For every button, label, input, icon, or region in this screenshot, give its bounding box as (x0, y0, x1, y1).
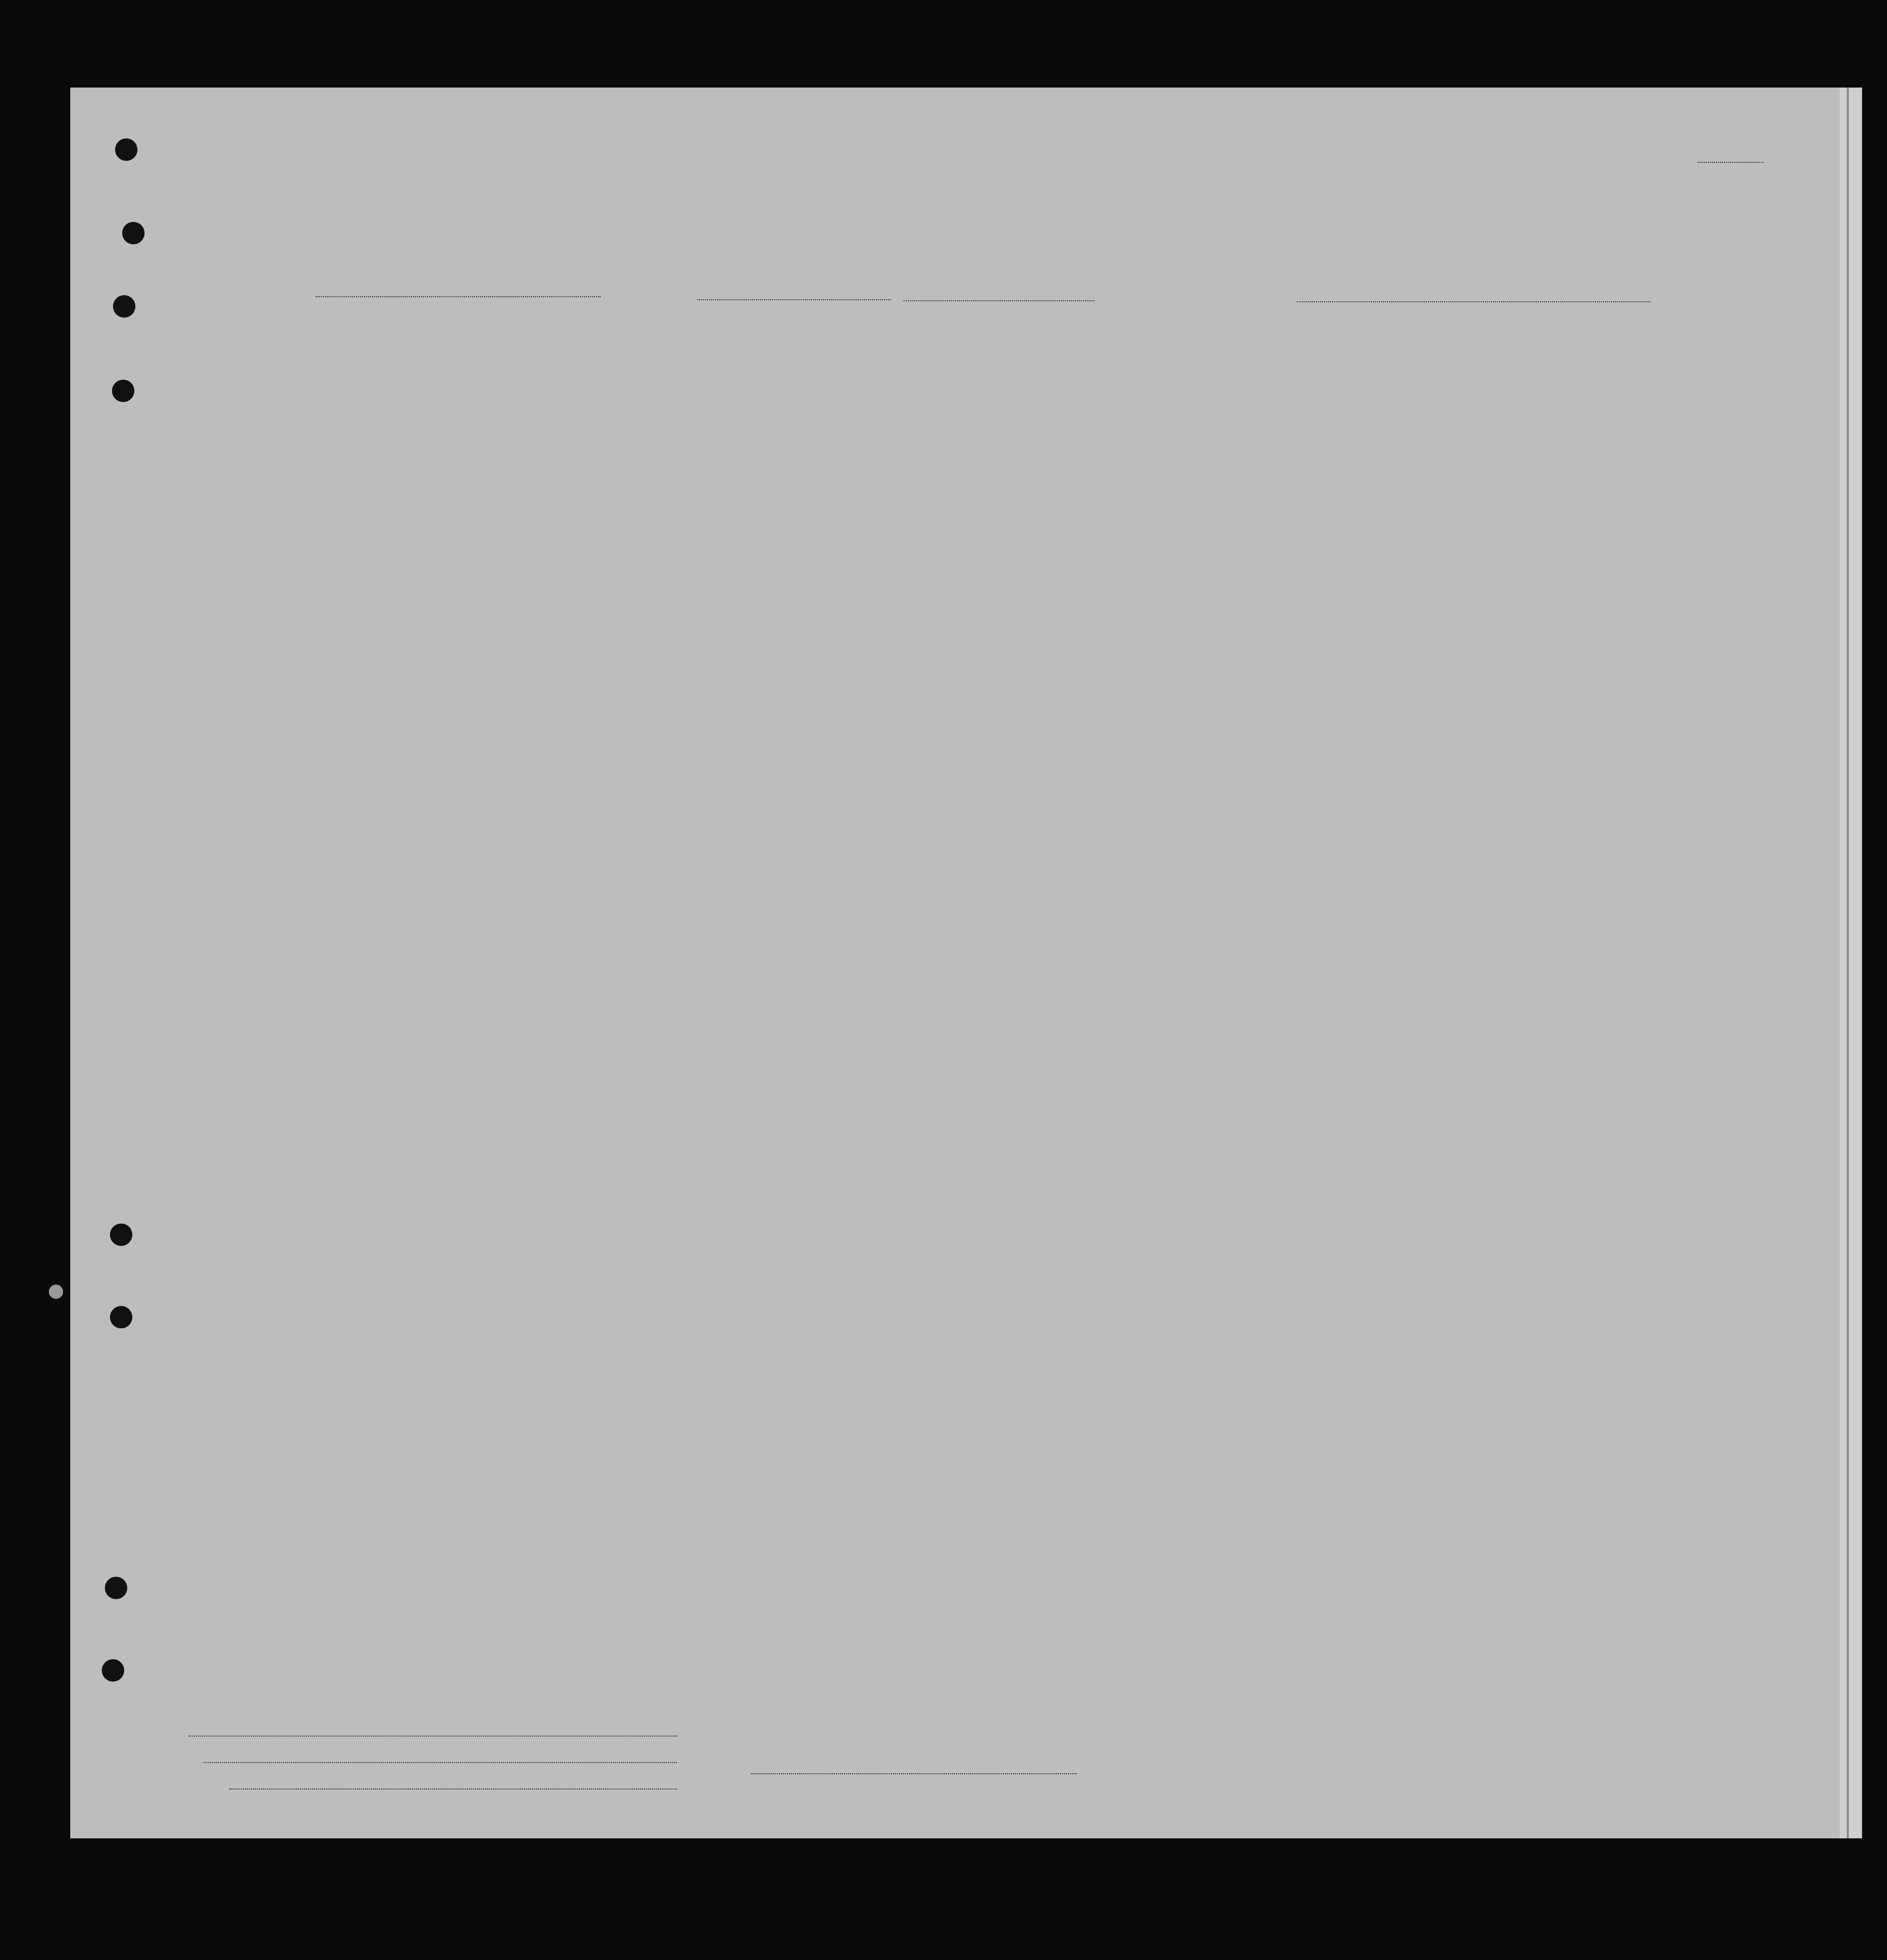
signature-dots (751, 1773, 1077, 1774)
footer-agents-dots (229, 1788, 677, 1789)
footer-line-dots (188, 1736, 677, 1737)
footer-owners-dots (204, 1762, 677, 1763)
